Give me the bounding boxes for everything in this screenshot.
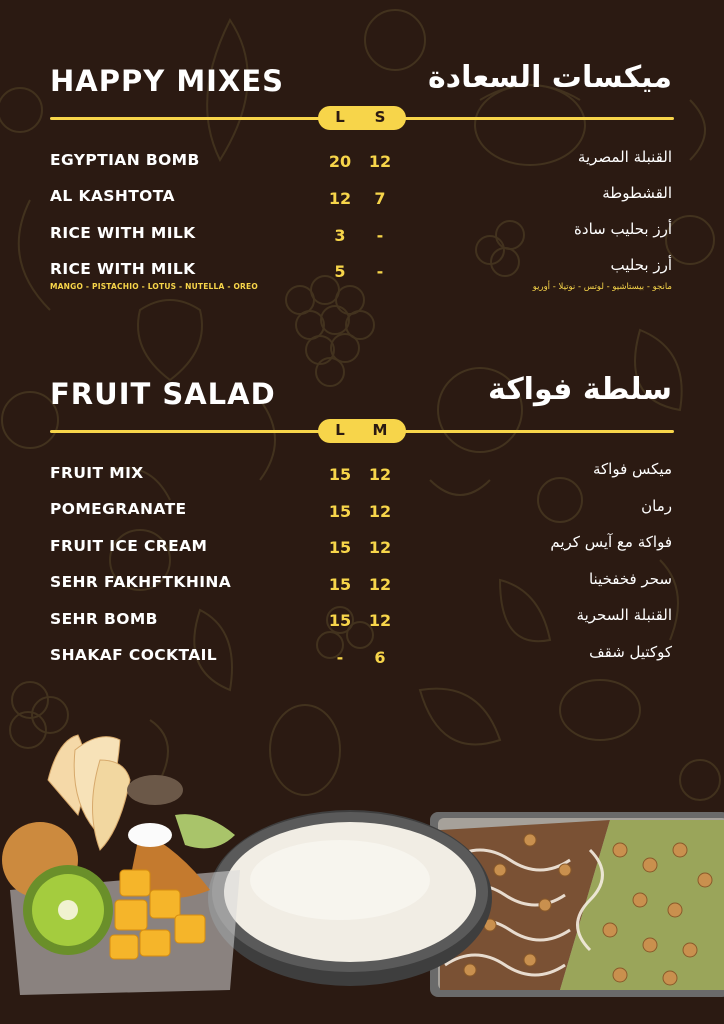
price-right: - [376, 262, 384, 281]
price-left: 15 [328, 575, 352, 594]
item-name-en: SEHR FAKHFTKHINA [50, 573, 232, 591]
item-name-en: FRUIT MIX [50, 464, 144, 482]
price-left: 15 [328, 502, 352, 521]
item-name-ar: أرز بحليب سادة [574, 220, 672, 238]
item-name-en: FRUIT ICE CREAM [50, 537, 208, 555]
price-right: 7 [374, 189, 386, 208]
price-right: 12 [368, 575, 392, 594]
item-name-en: RICE WITH MILK [50, 224, 196, 242]
item-name-ar: القنبلة المصرية [577, 148, 672, 166]
price-right: 12 [368, 538, 392, 557]
item-name-ar: ميكس فواكة [592, 460, 672, 478]
section-title-ar: ميكسات السعادة [427, 60, 672, 95]
price-left: 15 [328, 611, 352, 630]
price-left: 12 [328, 189, 352, 208]
food-photos [0, 720, 724, 1024]
price-right: 6 [374, 648, 386, 667]
item-flavors-en: MANGO - PISTACHIO - LOTUS - NUTELLA - OREO [50, 282, 258, 291]
price-left: 5 [334, 262, 346, 281]
price-right: 12 [368, 611, 392, 630]
section-title-ar: سلطة فواكة [488, 372, 672, 407]
size-header-pill [318, 106, 406, 130]
size-label-left: L [335, 421, 345, 439]
item-name-ar: رمان [641, 497, 672, 515]
price-left: 15 [328, 465, 352, 484]
item-name-ar: فواكة مع آيس كريم [550, 533, 672, 551]
size-label-left: L [335, 108, 345, 126]
item-flavors-ar: مانجو - بيستاشيو - لوتس - نوتيلا - أوريو [532, 282, 672, 292]
size-label-right: M [372, 421, 388, 439]
section-title-en: FRUIT SALAD [50, 377, 276, 411]
price-right: - [376, 226, 384, 245]
size-header-pill [318, 419, 406, 443]
item-name-ar: القنبلة السحرية [576, 606, 672, 624]
item-name-ar: كوكتيل شقف [589, 643, 672, 661]
item-name-en: POMEGRANATE [50, 500, 187, 518]
price-right: 12 [368, 465, 392, 484]
fruit-salad-cup-photo [2, 735, 240, 995]
item-name-ar: أرز بحليب [610, 256, 672, 274]
item-name-ar: القشطوطة [602, 184, 672, 202]
item-name-ar: سحر فخفخينا [588, 570, 672, 588]
price-right: 12 [368, 152, 392, 171]
size-label-right: S [374, 108, 386, 126]
item-name-en: RICE WITH MILK [50, 260, 196, 278]
item-name-en: SHAKAF COCKTAIL [50, 646, 218, 664]
item-name-en: AL KASHTOTA [50, 187, 175, 205]
price-left: 20 [328, 152, 352, 171]
price-left: 15 [328, 538, 352, 557]
price-left: - [336, 648, 344, 667]
item-name-en: EGYPTIAN BOMB [50, 151, 200, 169]
item-name-en: SEHR BOMB [50, 610, 158, 628]
price-right: 12 [368, 502, 392, 521]
rice-pudding-bowl-photo [208, 810, 492, 986]
price-left: 3 [334, 226, 346, 245]
section-title-en: HAPPY MIXES [50, 64, 285, 98]
